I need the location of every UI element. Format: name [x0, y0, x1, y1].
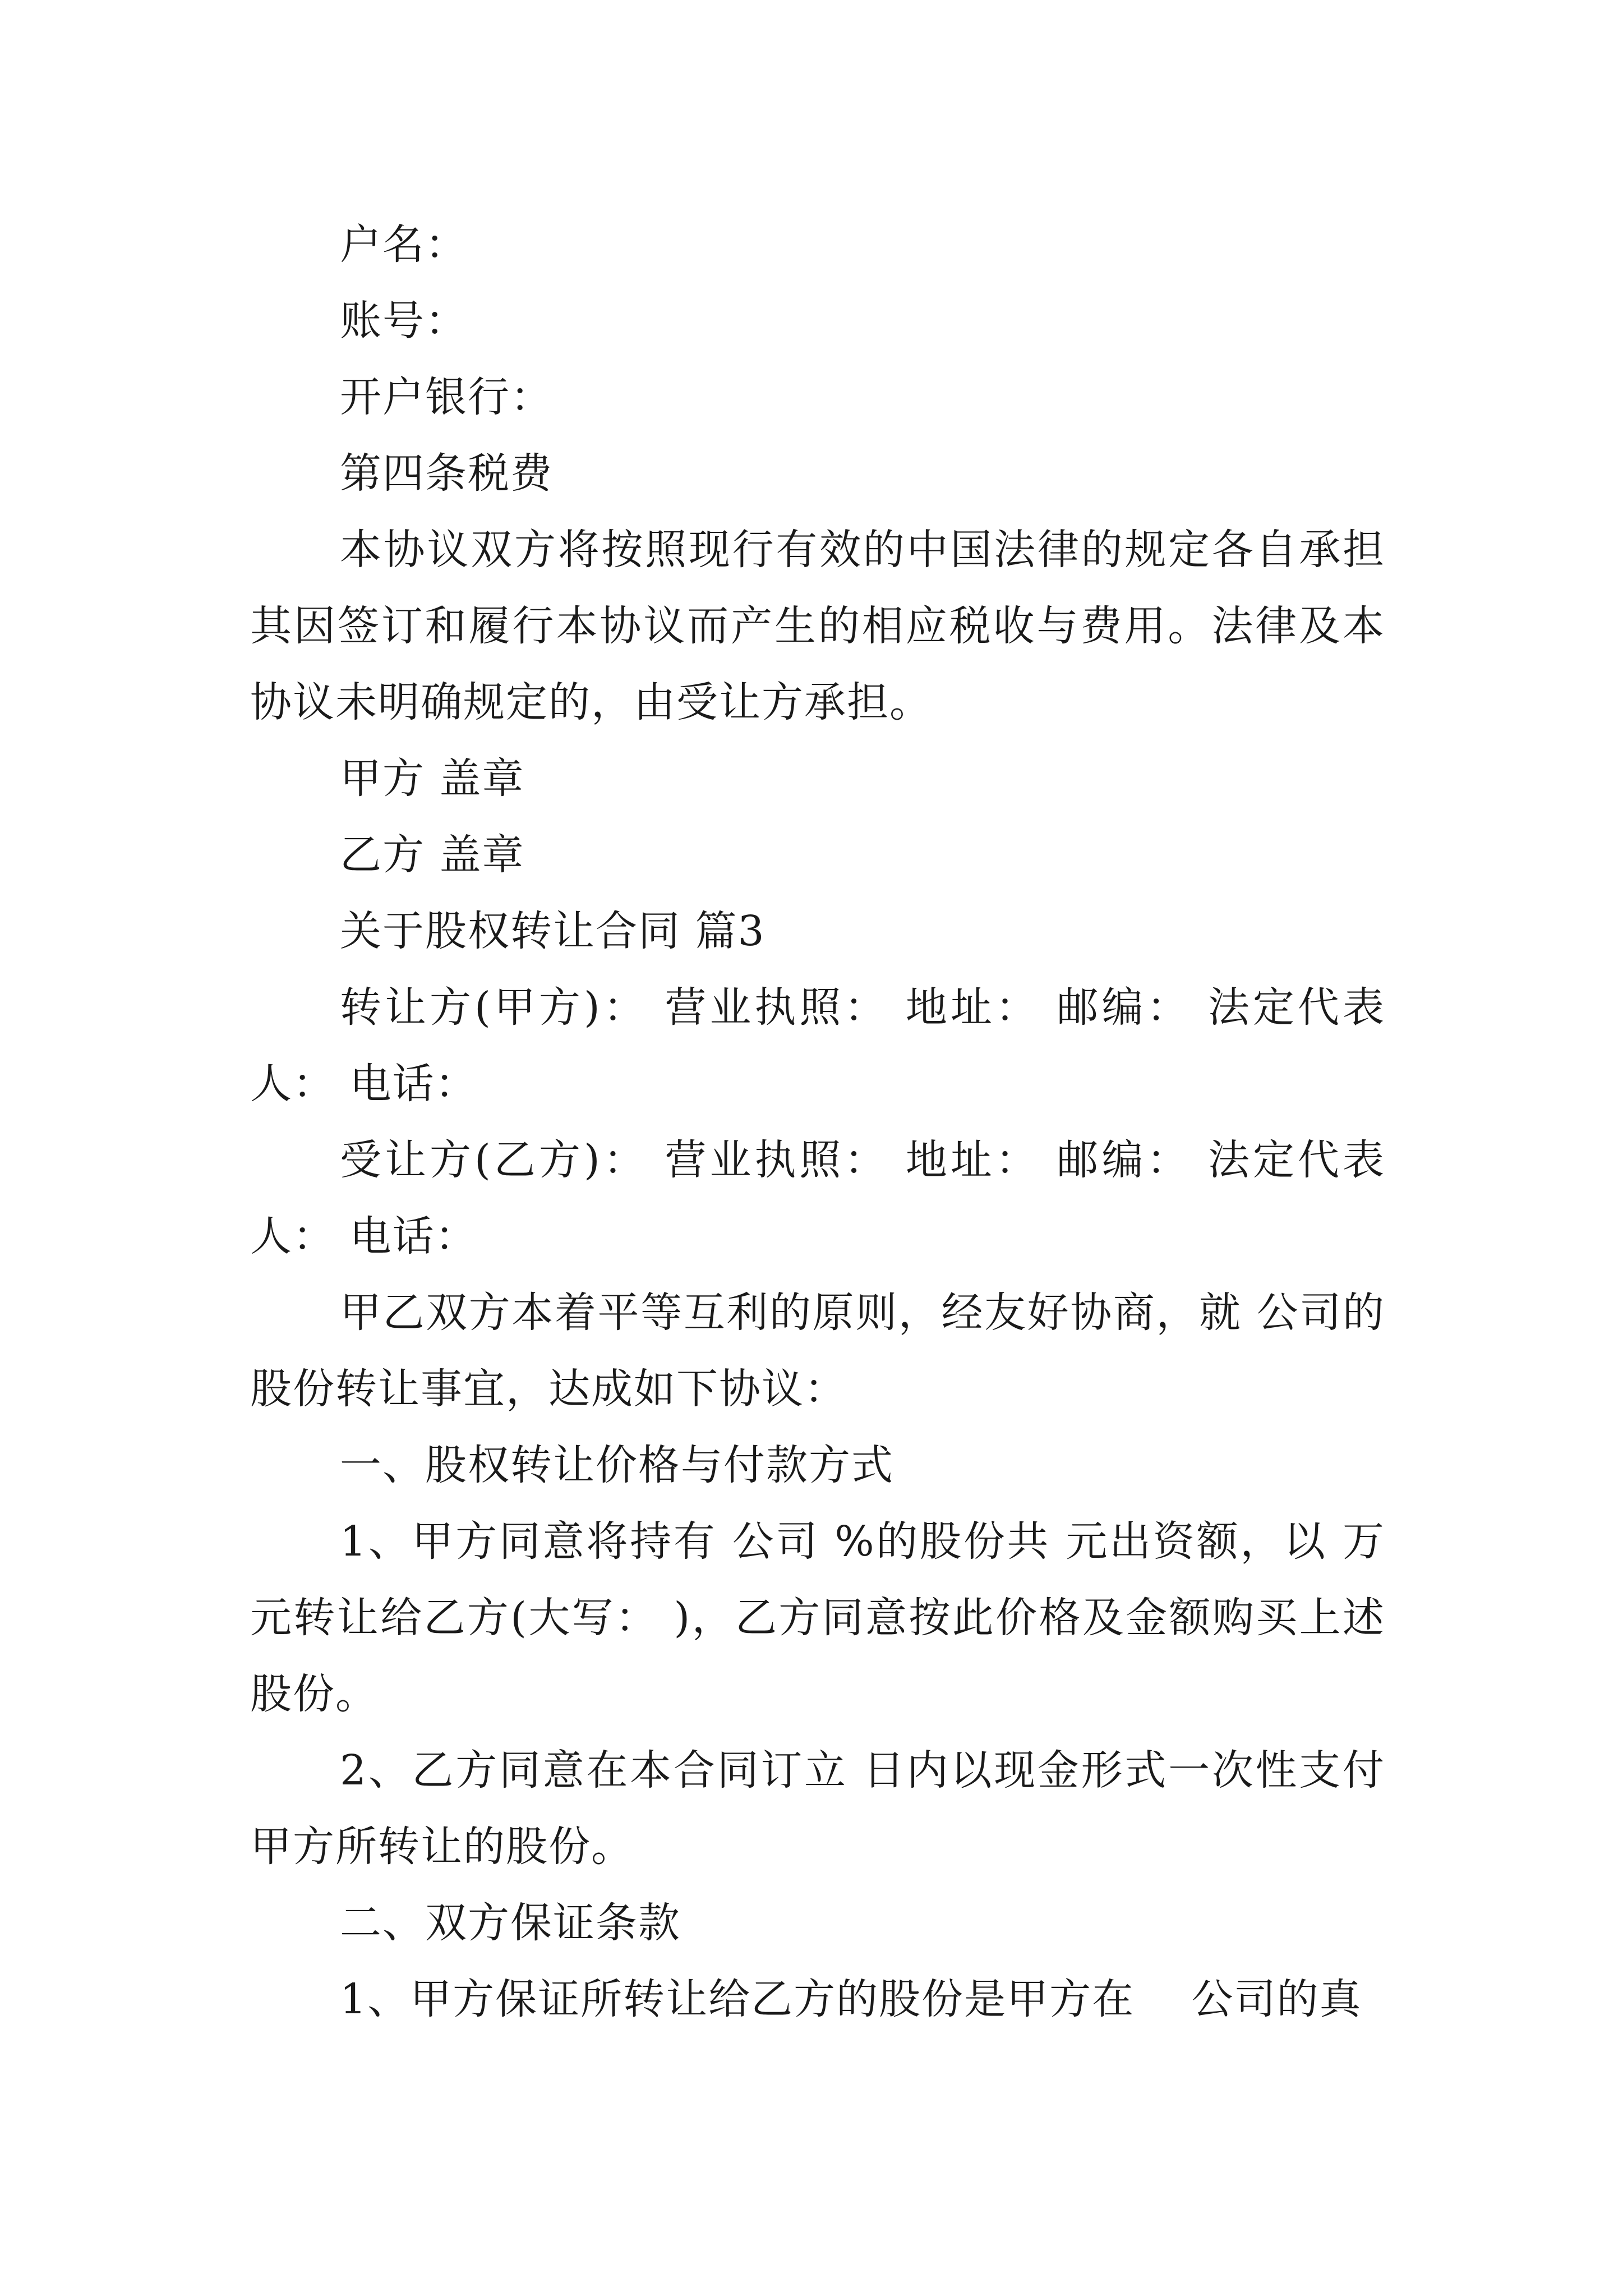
- clause-1-2: 2、乙方同意在本合同订立 日内以现金形式一次性支付甲方所转让的股份。: [250, 1746, 1385, 1871]
- article-four-heading: 第四条税费: [340, 449, 553, 498]
- transferor-info: 转让方(甲方)： 营业执照： 地址： 邮编： 法定代表人： 电话：: [250, 983, 1385, 1108]
- section-two-heading: 二、双方保证条款: [340, 1899, 681, 1947]
- account-name-line: 户名：: [340, 220, 468, 269]
- clause-2-1: 1、甲方保证所转让给乙方的股份是甲方在 公司的真: [340, 1975, 1362, 2023]
- clause-1-1: 1、甲方同意将持有 公司 %的股份共 元出资额，以 万元转让给乙方(大写： )，乙方同意按此价格及金额购买上述股份。: [250, 1517, 1385, 1718]
- preamble-paragraph: 甲乙双方本着平等互利的原则，经友好协商，就 公司的股份转让事宜，达成如下协议：: [250, 1289, 1385, 1413]
- section-one-heading: 一、股权转让价格与付款方式: [340, 1441, 894, 1489]
- opening-bank-line: 开户银行：: [340, 373, 553, 421]
- contract-title: 关于股权转让合同 篇3: [340, 907, 766, 955]
- tax-clause-paragraph: 本协议双方将按照现行有效的中国法律的规定各自承担其因签订和履行本协议而产生的相应税收与费用。法律及本协议未明确规定的，由受让方承担。: [250, 526, 1385, 726]
- party-a-seal-line: 甲方 盖章: [340, 754, 525, 803]
- document-body: [250, 206, 1385, 2037]
- transferee-info: 受让方(乙方)： 营业执照： 地址： 邮编： 法定代表人： 电话：: [250, 1136, 1385, 1260]
- party-b-seal-line: 乙方 盖章: [340, 831, 525, 879]
- account-number-line: 账号：: [340, 297, 468, 345]
